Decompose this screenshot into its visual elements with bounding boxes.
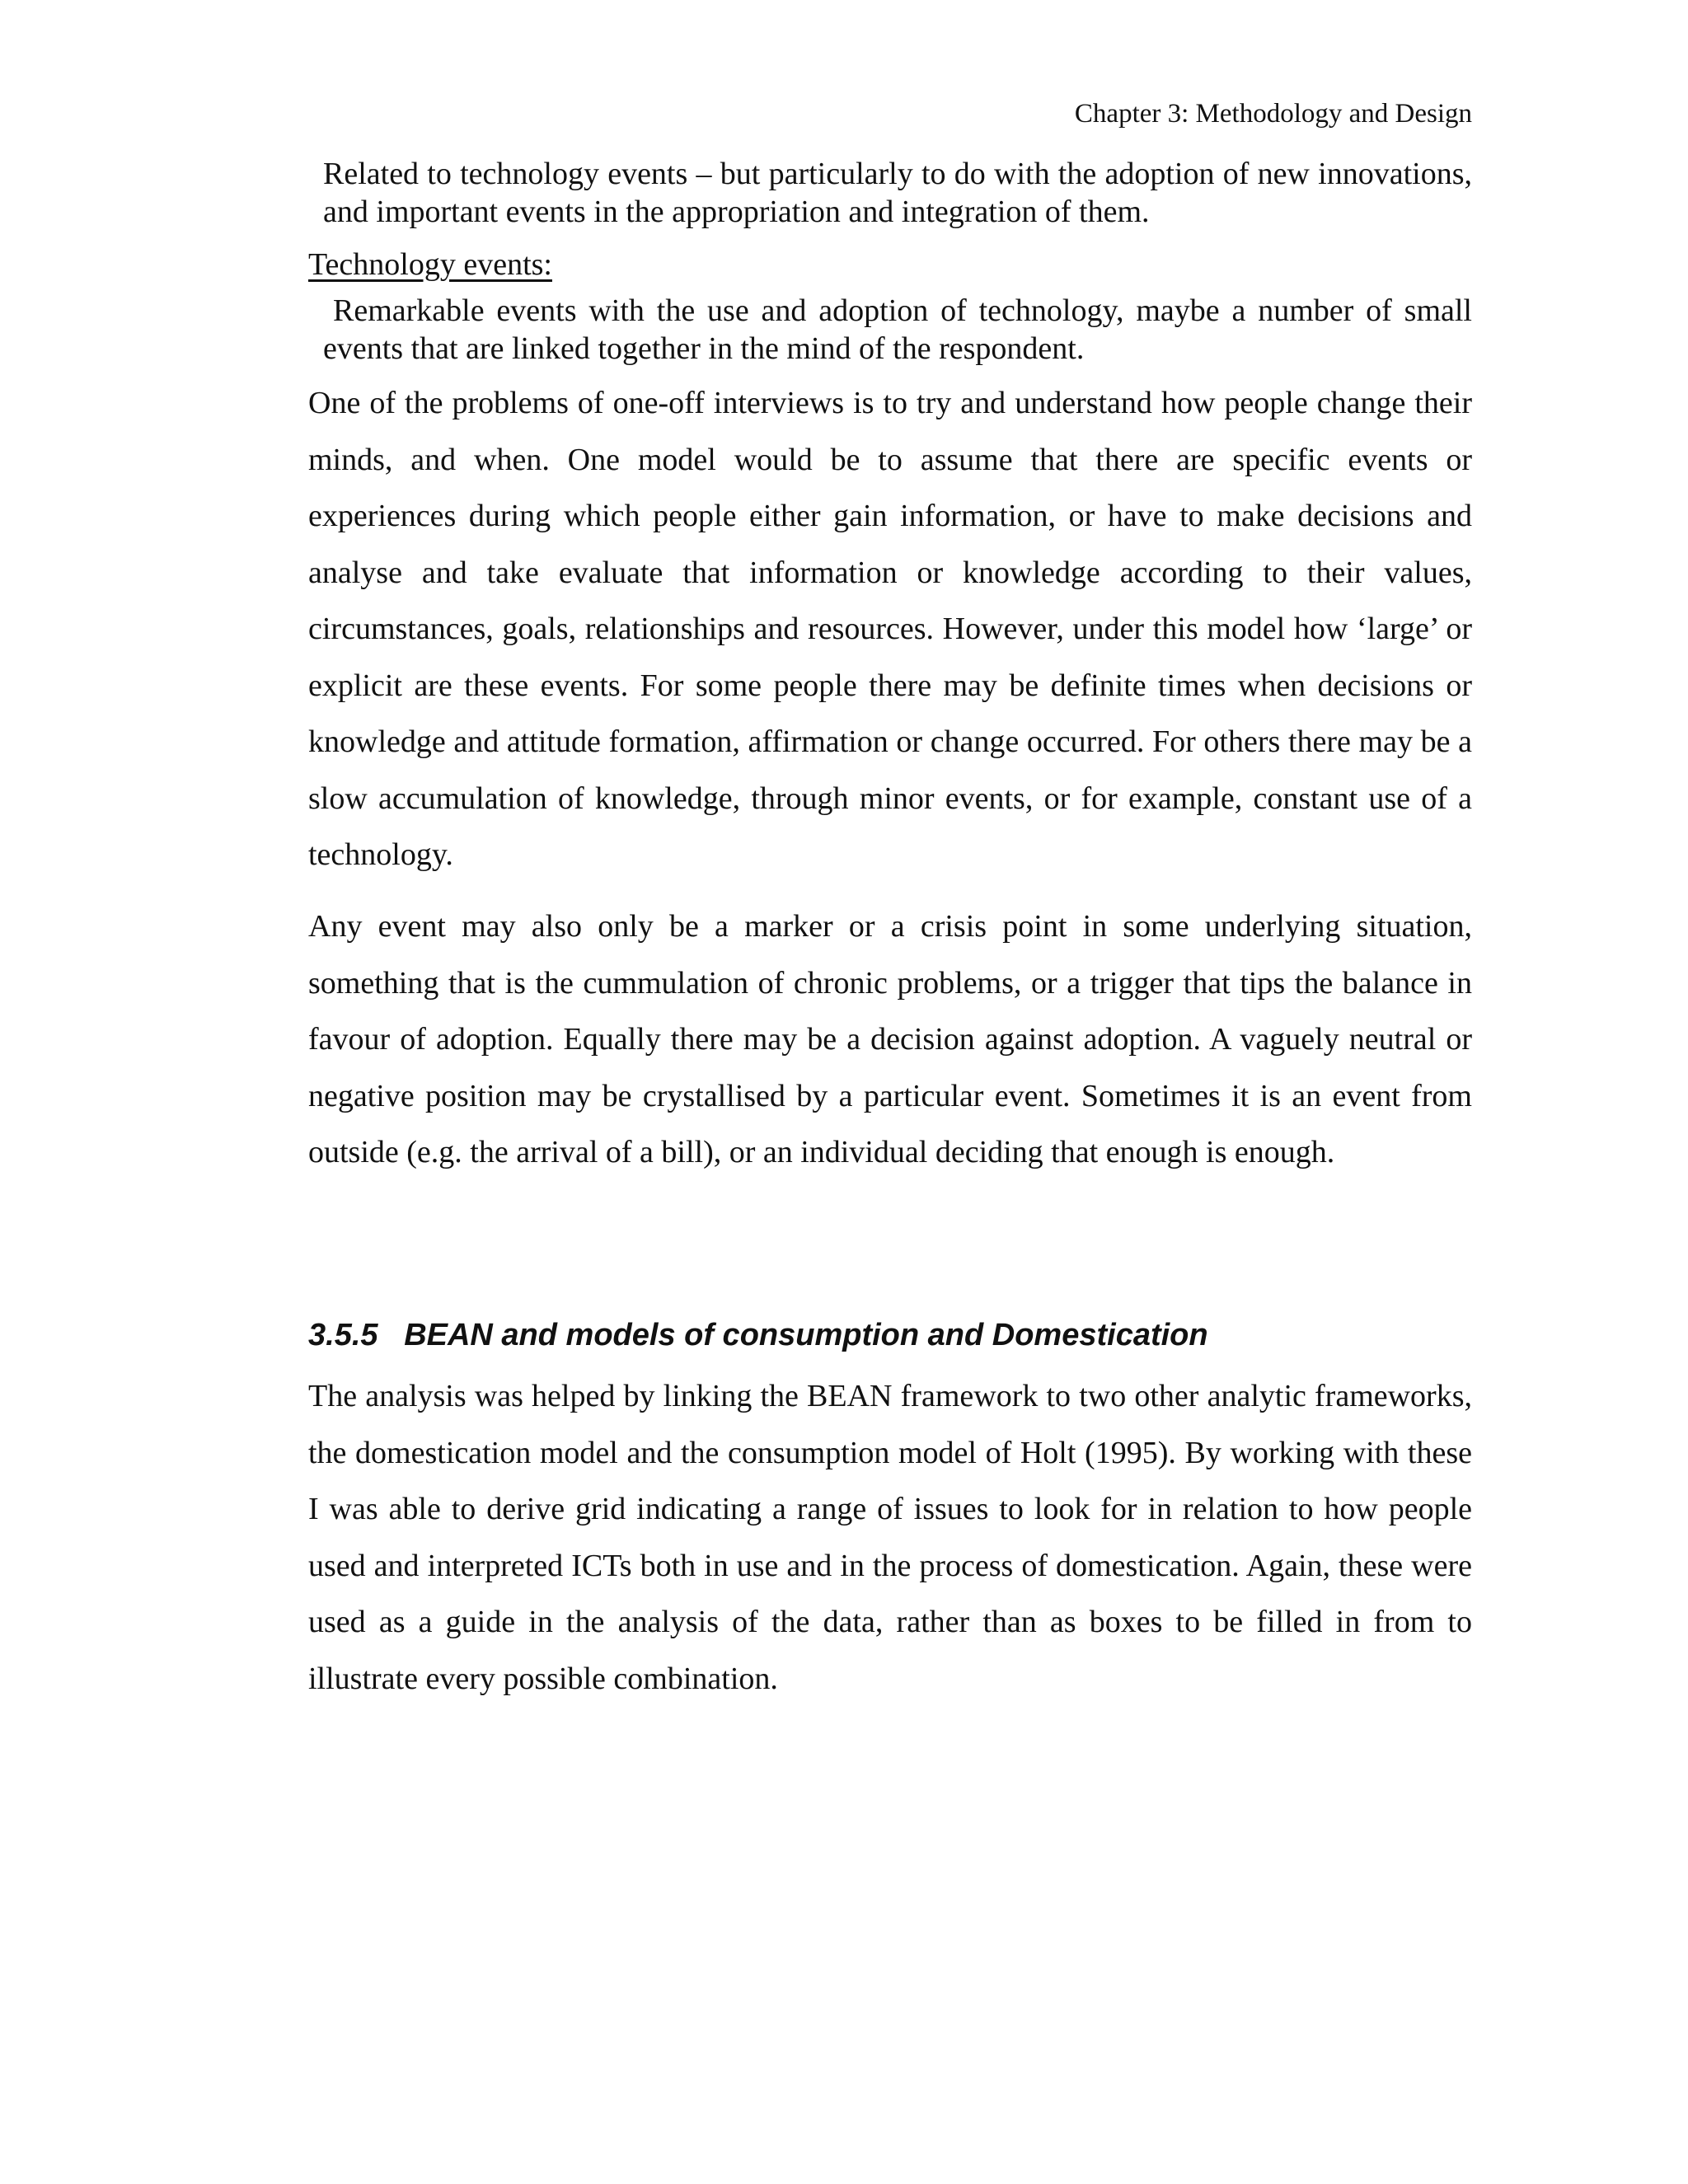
section-heading: 3.5.5 BEAN and models of consumption and Domestication bbox=[308, 1318, 1208, 1352]
body-paragraph: The analysis was helped by linking the BEAN framework to two other analytic frameworks, the domestication model and the consumption model of Holt (1995). By working with these I was able to derive grid indicating a range of issues to look for in relation to how people used and interpreted ICTs both in use and in the process of domestication. Again, these were used as a guide in the analysis of the data, rather than as boxes to be filled in from to illustrate every possible combination. bbox=[308, 1379, 1472, 1696]
related-definition-block: Related to technology events – but particularly to do with the adoption of new innovations, and important events in the appropriation and integration of them. bbox=[323, 157, 1472, 229]
body-paragraph: Any event may also only be a marker or a crisis point in some underlying situation, something that is the cummulation of chronic problems, or a trigger that tips the balance in favour of adoption. Equally there may be a decision against adoption. A vaguely neutral or negative position may be crystallised by a particular event. Sometimes it is an event from outside (e.g. the arrival of a bill), or an individual deciding that enough is enough. bbox=[308, 909, 1472, 1169]
technology-events-definition-block: Remarkable events with the use and adoption of technology, maybe a number of small events that are linked together in the mind of the respondent. bbox=[323, 293, 1472, 366]
running-header: Chapter 3: Methodology and Design bbox=[1074, 99, 1472, 129]
body-paragraph: One of the problems of one-off interviews is to try and understand how people change their minds, and when. One model would be to assume that there are specific events or experiences during which people either gain information, or have to make decisions and analyse and take evaluate that information or knowledge according to their values, circumstances, goals, relationships and resources. However, under this model how ‘large’ or explicit are these events. For some people there may be definite times when decisions or knowledge and attitude formation, affirmation or change occurred. For others there may be a slow accumulation of knowledge, through minor events, or for example, constant use of a technology. bbox=[308, 386, 1472, 872]
technology-events-heading: Technology events: bbox=[308, 247, 552, 282]
